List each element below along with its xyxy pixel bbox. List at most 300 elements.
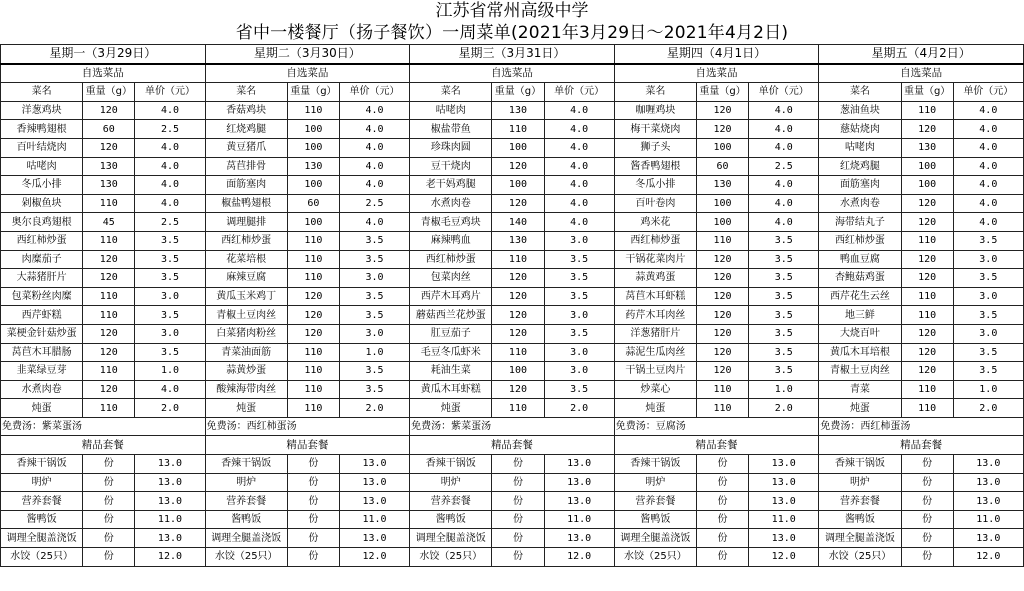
dish-weight: 100 (696, 194, 748, 213)
weekly-menu-table (0, 44, 1024, 567)
set-meal-price: 11.0 (135, 510, 205, 529)
section-self-select: 自选菜品 (614, 64, 819, 83)
set-meal-price: 13.0 (749, 492, 819, 511)
dish-weight: 120 (696, 101, 748, 120)
set-meal-price: 13.0 (749, 529, 819, 548)
dish-price: 4.0 (135, 101, 205, 120)
set-meal-row (1, 510, 1024, 529)
set-meal-unit: 份 (696, 455, 748, 474)
dish-price: 1.0 (953, 380, 1023, 399)
dish-name: 蒜黄炒蛋 (205, 362, 287, 381)
dish-name: 包菜肉丝 (410, 269, 492, 288)
col-header-dish: 菜名 (1, 83, 83, 102)
dish-weight: 120 (901, 213, 953, 232)
dish-weight: 130 (901, 138, 953, 157)
dish-name: 梅干菜烧肉 (614, 120, 696, 139)
dish-price: 4.0 (544, 194, 614, 213)
dish-name: 西红柿炒蛋 (205, 231, 287, 250)
dish-price: 3.5 (544, 250, 614, 269)
set-meal-row (1, 529, 1024, 548)
dish-price: 1.0 (135, 362, 205, 381)
dish-name: 酸辣海带肉丝 (205, 380, 287, 399)
dish-name: 莴苣木耳虾糕 (614, 287, 696, 306)
set-meal-price: 13.0 (953, 492, 1023, 511)
set-meal-name: 调理全腿盖浇饭 (819, 529, 901, 548)
dish-price: 4.0 (544, 101, 614, 120)
set-meal-name: 香辣干锅饭 (614, 455, 696, 474)
col-header-weight: 重量（g） (492, 83, 544, 102)
dish-name: 狮子头 (614, 138, 696, 157)
dish-name: 红烧鸡腿 (205, 120, 287, 139)
set-meal-name: 明炉 (410, 473, 492, 492)
dish-price: 3.5 (544, 380, 614, 399)
dish-weight: 100 (287, 138, 339, 157)
set-meal-unit: 份 (492, 548, 544, 567)
free-soup-row (1, 417, 1024, 436)
dish-price: 3.0 (135, 287, 205, 306)
set-meal-unit: 份 (492, 529, 544, 548)
dish-weight: 110 (492, 399, 544, 418)
dish-name: 麻辣鸭血 (410, 231, 492, 250)
dish-name: 大烧百叶 (819, 324, 901, 343)
free-soup: 免费汤：西红柿蛋汤 (819, 417, 1024, 436)
dish-name: 黄瓜木耳虾糕 (410, 380, 492, 399)
col-header-dish: 菜名 (614, 83, 696, 102)
dish-weight: 110 (83, 306, 135, 325)
dish-weight: 120 (696, 306, 748, 325)
col-header-price: 单价（元） (544, 83, 614, 102)
dish-weight: 110 (83, 287, 135, 306)
dish-name: 面筋塞肉 (205, 176, 287, 195)
dish-weight: 110 (696, 231, 748, 250)
dish-price: 2.0 (544, 399, 614, 418)
dish-price: 2.5 (749, 157, 819, 176)
dish-price: 3.5 (135, 250, 205, 269)
set-meal-price: 11.0 (749, 510, 819, 529)
dish-name: 洋葱鸡块 (1, 101, 83, 120)
dish-weight: 120 (83, 380, 135, 399)
day-header: 星期二（3月30日） (205, 45, 410, 64)
dish-weight: 130 (83, 176, 135, 195)
dish-name: 蒜泥生瓜肉丝 (614, 343, 696, 362)
dish-name: 红烧鸡腿 (819, 157, 901, 176)
dish-price: 3.5 (544, 269, 614, 288)
dish-weight: 120 (83, 269, 135, 288)
set-meal-name: 酱鸭饭 (205, 510, 287, 529)
dish-name: 大蒜猪肝片 (1, 269, 83, 288)
set-meal-name: 水饺（25只） (614, 548, 696, 567)
dish-name: 百叶卷肉 (614, 194, 696, 213)
dish-price: 4.0 (953, 194, 1023, 213)
set-meal-unit: 份 (83, 492, 135, 511)
dish-name: 莴苣排骨 (205, 157, 287, 176)
set-meal-name: 调理全腿盖浇饭 (1, 529, 83, 548)
dish-weight: 120 (287, 306, 339, 325)
dish-name: 西芹花生云丝 (819, 287, 901, 306)
dish-name: 白菜猪肉粉丝 (205, 324, 287, 343)
dish-price: 4.0 (953, 138, 1023, 157)
dish-weight: 120 (492, 380, 544, 399)
column-header-row (1, 83, 1024, 102)
dish-price: 4.0 (135, 194, 205, 213)
section-self-select: 自选菜品 (205, 64, 410, 83)
set-meal-unit: 份 (287, 455, 339, 474)
set-meal-price: 13.0 (135, 529, 205, 548)
dish-price: 3.5 (953, 343, 1023, 362)
dish-price: 3.5 (749, 287, 819, 306)
day-header: 星期一（3月29日） (1, 45, 206, 64)
dish-weight: 120 (83, 250, 135, 269)
set-meal-name: 酱鸭饭 (1, 510, 83, 529)
dish-weight: 110 (287, 380, 339, 399)
dish-weight: 120 (83, 343, 135, 362)
dish-weight: 130 (696, 176, 748, 195)
dish-weight: 110 (287, 399, 339, 418)
dish-name: 炖蛋 (1, 399, 83, 418)
set-meal-name: 营养套餐 (819, 492, 901, 511)
dish-price: 3.5 (749, 250, 819, 269)
dish-name: 冬瓜小排 (1, 176, 83, 195)
dish-price: 3.5 (544, 324, 614, 343)
set-meal-name: 水饺（25只） (1, 548, 83, 567)
set-meal-unit: 份 (287, 473, 339, 492)
set-meal-name: 营养套餐 (410, 492, 492, 511)
col-header-price: 单价（元） (339, 83, 409, 102)
dish-name: 西芹木耳鸡片 (410, 287, 492, 306)
dish-row (1, 176, 1024, 195)
set-meal-price: 13.0 (135, 492, 205, 511)
dish-weight: 110 (287, 269, 339, 288)
dish-price: 3.5 (953, 231, 1023, 250)
dish-name: 西红柿炒蛋 (819, 231, 901, 250)
set-meal-name: 水饺（25只） (410, 548, 492, 567)
dish-weight: 110 (287, 231, 339, 250)
dish-row (1, 324, 1024, 343)
dish-weight: 120 (492, 306, 544, 325)
dish-price: 3.5 (749, 269, 819, 288)
dish-weight: 100 (696, 213, 748, 232)
dish-weight: 120 (492, 269, 544, 288)
dish-price: 4.0 (135, 176, 205, 195)
dish-name: 青椒毛豆鸡块 (410, 213, 492, 232)
dish-weight: 60 (83, 120, 135, 139)
dish-weight: 120 (492, 324, 544, 343)
dish-name: 药芹木耳肉丝 (614, 306, 696, 325)
set-meal-price: 13.0 (544, 455, 614, 474)
dish-name: 西红柿炒蛋 (410, 250, 492, 269)
dish-name: 水煮肉卷 (410, 194, 492, 213)
dish-name: 香辣鸭翅根 (1, 120, 83, 139)
set-meal-price: 13.0 (953, 455, 1023, 474)
dish-weight: 110 (83, 194, 135, 213)
set-meal-row (1, 492, 1024, 511)
dish-price: 4.0 (544, 120, 614, 139)
dish-price: 3.5 (749, 362, 819, 381)
dish-price: 4.0 (339, 176, 409, 195)
set-meal-section-row (1, 436, 1024, 455)
dish-name: 地三鲜 (819, 306, 901, 325)
dish-weight: 100 (696, 138, 748, 157)
set-meal-name: 香辣干锅饭 (205, 455, 287, 474)
set-meal-name: 调理全腿盖浇饭 (614, 529, 696, 548)
dish-price: 4.0 (339, 138, 409, 157)
col-header-dish: 菜名 (819, 83, 901, 102)
dish-weight: 120 (901, 194, 953, 213)
set-meal-price: 13.0 (749, 473, 819, 492)
section-set-meal: 精品套餐 (819, 436, 1024, 455)
dish-price: 4.0 (749, 176, 819, 195)
set-meal-unit: 份 (83, 548, 135, 567)
dish-name: 青菜油面筋 (205, 343, 287, 362)
dish-row (1, 157, 1024, 176)
dish-weight: 100 (287, 213, 339, 232)
set-meal-unit: 份 (287, 529, 339, 548)
dish-name: 炖蛋 (410, 399, 492, 418)
set-meal-unit: 份 (696, 548, 748, 567)
dish-weight: 120 (901, 343, 953, 362)
set-meal-row (1, 473, 1024, 492)
dish-weight: 120 (901, 324, 953, 343)
dish-price: 2.0 (135, 399, 205, 418)
dish-weight: 120 (696, 120, 748, 139)
dish-weight: 100 (287, 120, 339, 139)
section-set-meal: 精品套餐 (614, 436, 819, 455)
dish-price: 3.5 (135, 343, 205, 362)
dish-weight: 60 (696, 157, 748, 176)
dish-weight: 120 (83, 138, 135, 157)
section-self-select: 自选菜品 (410, 64, 615, 83)
set-meal-name: 明炉 (1, 473, 83, 492)
set-meal-name: 酱鸭饭 (819, 510, 901, 529)
dish-weight: 120 (696, 269, 748, 288)
section-set-meal: 精品套餐 (205, 436, 410, 455)
dish-price: 4.0 (135, 138, 205, 157)
set-meal-unit: 份 (901, 473, 953, 492)
dish-name: 黄瓜玉米鸡丁 (205, 287, 287, 306)
dish-price: 3.5 (135, 306, 205, 325)
set-meal-name: 酱鸭饭 (614, 510, 696, 529)
dish-weight: 120 (287, 324, 339, 343)
dish-weight: 110 (901, 399, 953, 418)
dish-weight: 120 (83, 101, 135, 120)
day-header: 星期五（4月2日） (819, 45, 1024, 64)
dish-weight: 120 (901, 269, 953, 288)
dish-price: 3.5 (339, 380, 409, 399)
set-meal-name: 营养套餐 (614, 492, 696, 511)
dish-price: 2.0 (749, 399, 819, 418)
dish-price: 4.0 (953, 213, 1023, 232)
dish-price: 3.5 (953, 269, 1023, 288)
set-meal-price: 13.0 (544, 492, 614, 511)
dish-price: 3.5 (339, 306, 409, 325)
dish-weight: 110 (287, 250, 339, 269)
dish-name: 水煮肉卷 (819, 194, 901, 213)
dish-name: 奥尔良鸡翅根 (1, 213, 83, 232)
dish-weight: 110 (696, 399, 748, 418)
dish-name: 鸭血豆腐 (819, 250, 901, 269)
set-meal-name: 水饺（25只） (205, 548, 287, 567)
set-meal-price: 13.0 (135, 455, 205, 474)
col-header-price: 单价（元） (135, 83, 205, 102)
dish-name: 咕咾肉 (819, 138, 901, 157)
dish-weight: 120 (696, 287, 748, 306)
dish-name: 蒜黄鸡蛋 (614, 269, 696, 288)
dish-weight: 45 (83, 213, 135, 232)
set-meal-unit: 份 (696, 529, 748, 548)
col-header-weight: 重量（g） (696, 83, 748, 102)
dish-price: 4.0 (339, 213, 409, 232)
dish-price: 3.5 (953, 362, 1023, 381)
set-meal-price: 13.0 (544, 473, 614, 492)
dish-weight: 120 (492, 287, 544, 306)
dish-row (1, 399, 1024, 418)
dish-price: 2.0 (953, 399, 1023, 418)
set-meal-unit: 份 (901, 455, 953, 474)
dish-name: 炖蛋 (205, 399, 287, 418)
dish-price: 4.0 (953, 176, 1023, 195)
dish-price: 2.5 (135, 120, 205, 139)
dish-weight: 120 (287, 287, 339, 306)
set-meal-unit: 份 (696, 473, 748, 492)
dish-price: 4.0 (544, 176, 614, 195)
set-meal-price: 12.0 (544, 548, 614, 567)
dish-name: 香菇鸡块 (205, 101, 287, 120)
dish-price: 3.0 (953, 287, 1023, 306)
set-meal-unit: 份 (492, 455, 544, 474)
section-self-select: 自选菜品 (1, 64, 206, 83)
dish-row (1, 101, 1024, 120)
dish-weight: 100 (901, 176, 953, 195)
set-meal-price: 13.0 (135, 473, 205, 492)
col-header-dish: 菜名 (205, 83, 287, 102)
set-meal-name: 营养套餐 (1, 492, 83, 511)
dish-row (1, 138, 1024, 157)
set-meal-unit: 份 (901, 548, 953, 567)
dish-price: 1.0 (339, 343, 409, 362)
dish-price: 3.5 (953, 306, 1023, 325)
dish-weight: 110 (83, 399, 135, 418)
set-meal-name: 明炉 (205, 473, 287, 492)
dish-weight: 110 (901, 231, 953, 250)
dish-price: 3.5 (135, 269, 205, 288)
dish-name: 珍珠肉圆 (410, 138, 492, 157)
free-soup: 免费汤：豆腐汤 (614, 417, 819, 436)
dish-name: 老干妈鸡腿 (410, 176, 492, 195)
dish-name: 青椒土豆肉丝 (819, 362, 901, 381)
dish-name: 咕咾肉 (1, 157, 83, 176)
dish-name: 西芹虾糕 (1, 306, 83, 325)
set-meal-unit: 份 (83, 473, 135, 492)
dish-name: 剁椒鱼块 (1, 194, 83, 213)
dish-name: 酱香鸭翅根 (614, 157, 696, 176)
dish-weight: 130 (287, 157, 339, 176)
dish-weight: 120 (901, 250, 953, 269)
dish-weight: 110 (492, 250, 544, 269)
dish-price: 4.0 (339, 101, 409, 120)
dish-name: 杏鲍菇鸡蛋 (819, 269, 901, 288)
set-meal-price: 12.0 (749, 548, 819, 567)
dish-name: 炖蛋 (614, 399, 696, 418)
set-meal-price: 12.0 (953, 548, 1023, 567)
dish-price: 4.0 (953, 157, 1023, 176)
dish-name: 葱油鱼块 (819, 101, 901, 120)
set-meal-name: 香辣干锅饭 (819, 455, 901, 474)
dish-price: 3.5 (339, 231, 409, 250)
dish-row (1, 362, 1024, 381)
dish-weight: 110 (901, 101, 953, 120)
dish-name: 水煮肉卷 (1, 380, 83, 399)
dish-weight: 120 (83, 324, 135, 343)
dish-price: 4.0 (339, 157, 409, 176)
dish-name: 百叶结烧肉 (1, 138, 83, 157)
dish-price: 4.0 (749, 101, 819, 120)
dish-weight: 120 (901, 120, 953, 139)
dish-price: 3.0 (953, 250, 1023, 269)
set-meal-row (1, 548, 1024, 567)
dish-weight: 110 (287, 343, 339, 362)
set-meal-price: 13.0 (339, 492, 409, 511)
set-meal-unit: 份 (83, 510, 135, 529)
dish-price: 3.0 (135, 324, 205, 343)
set-meal-price: 13.0 (953, 473, 1023, 492)
dish-price: 3.5 (135, 231, 205, 250)
dish-price: 4.0 (544, 213, 614, 232)
section-self-select: 自选菜品 (819, 64, 1024, 83)
set-meal-price: 13.0 (339, 473, 409, 492)
set-meal-price: 13.0 (339, 455, 409, 474)
dish-price: 3.5 (749, 343, 819, 362)
dish-name: 青椒土豆肉丝 (205, 306, 287, 325)
dish-name: 毛豆冬瓜虾米 (410, 343, 492, 362)
free-soup: 免费汤：西红柿蛋汤 (205, 417, 410, 436)
dish-price: 4.0 (544, 138, 614, 157)
dish-weight: 120 (901, 362, 953, 381)
dish-name: 炖蛋 (819, 399, 901, 418)
set-meal-unit: 份 (901, 510, 953, 529)
dish-weight: 110 (83, 231, 135, 250)
dish-weight: 110 (287, 362, 339, 381)
dish-price: 4.0 (135, 157, 205, 176)
dish-price: 3.5 (544, 287, 614, 306)
dish-name: 慈姑烧肉 (819, 120, 901, 139)
set-meal-unit: 份 (83, 529, 135, 548)
dish-weight: 120 (696, 250, 748, 269)
dish-row (1, 194, 1024, 213)
set-meal-name: 香辣干锅饭 (1, 455, 83, 474)
set-meal-price: 11.0 (544, 510, 614, 529)
set-meal-price: 12.0 (339, 548, 409, 567)
dish-price: 3.0 (544, 231, 614, 250)
set-meal-price: 13.0 (544, 529, 614, 548)
set-meal-name: 调理全腿盖浇饭 (205, 529, 287, 548)
dish-weight: 130 (492, 101, 544, 120)
dish-name: 肛豆茄子 (410, 324, 492, 343)
set-meal-unit: 份 (287, 510, 339, 529)
free-soup: 免费汤：紫菜蛋汤 (1, 417, 206, 436)
set-meal-unit: 份 (492, 492, 544, 511)
dish-weight: 100 (287, 176, 339, 195)
set-meal-name: 明炉 (614, 473, 696, 492)
dish-weight: 110 (696, 380, 748, 399)
dish-name: 黄瓜木耳培根 (819, 343, 901, 362)
dish-price: 4.0 (953, 101, 1023, 120)
dish-name: 莴苣木耳腊肠 (1, 343, 83, 362)
dish-price: 3.5 (339, 362, 409, 381)
set-meal-unit: 份 (492, 510, 544, 529)
set-meal-unit: 份 (492, 473, 544, 492)
day-header: 星期四（4月1日） (614, 45, 819, 64)
dish-weight: 100 (492, 138, 544, 157)
